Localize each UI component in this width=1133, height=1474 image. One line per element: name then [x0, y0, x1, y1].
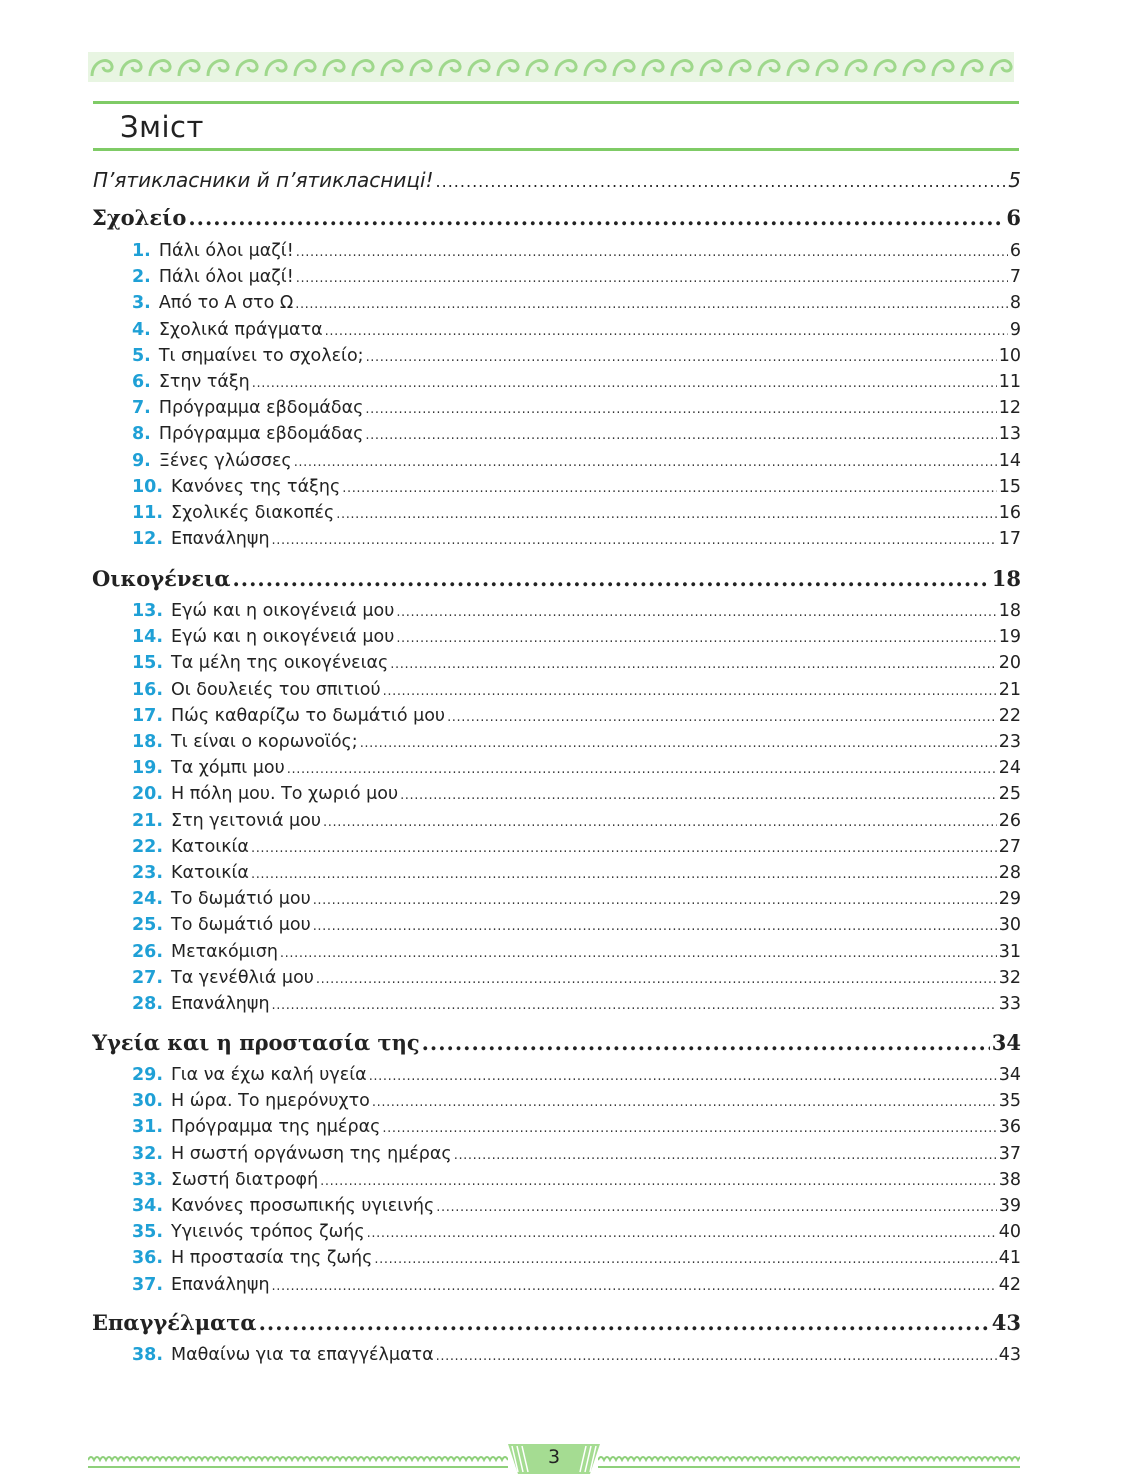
toc-intro-page: 5 [1008, 168, 1021, 192]
toc-item-label: Στην τάξη [158, 372, 250, 392]
toc-item-number: 30. [132, 1091, 164, 1112]
toc-item-row[interactable] [132, 680, 1021, 700]
toc-item-number: 18. [132, 732, 164, 752]
toc-item-page: 35 [998, 1091, 1021, 1112]
toc-section-title: Σχολείο [92, 205, 187, 230]
toc-item-label: Η πόλη μου. Το χωριό μου [171, 784, 399, 805]
toc-item-number: 23. [132, 863, 164, 883]
toc-item-row[interactable] [132, 503, 1021, 523]
dot-leader [436, 1200, 996, 1215]
dot-leader [313, 919, 997, 934]
toc-item-row[interactable] [132, 811, 1021, 831]
toc-item-row[interactable] [132, 994, 1021, 1014]
toc-item-page: 18 [998, 601, 1021, 621]
dot-leader [259, 1310, 990, 1335]
dot-leader [400, 788, 997, 803]
dot-leader [454, 1148, 997, 1163]
dot-leader [367, 1226, 997, 1241]
top-wave-ornament [88, 52, 1014, 82]
toc-item-row[interactable] [132, 320, 1021, 340]
toc-item-number: 34. [132, 1196, 164, 1216]
toc-item-page: 25 [998, 784, 1021, 805]
header-rule-bottom [93, 148, 1019, 151]
toc-item-row[interactable] [132, 732, 1021, 752]
footer-rule-left [88, 1466, 508, 1468]
toc-item-label: Τα χόμπι μου [171, 758, 285, 779]
toc-item-label: Σωστή διατροφή [171, 1169, 319, 1190]
toc-item-label: Για να έχω καλή υγεία [171, 1065, 367, 1085]
toc-item-label: Σχολικές διακοπές [171, 503, 335, 523]
toc-item-page: 38 [998, 1169, 1021, 1190]
toc-item-page: 14 [998, 450, 1021, 471]
toc-item-number: 28. [132, 994, 164, 1014]
toc-item-page: 19 [998, 627, 1021, 648]
toc-item-number: 25. [132, 915, 164, 936]
toc-item-row[interactable] [132, 293, 1021, 313]
toc-item-label: Επανάληψη [171, 994, 270, 1014]
toc-item-page: 6 [1009, 241, 1021, 261]
dot-leader [382, 1121, 996, 1136]
dot-leader [280, 946, 997, 961]
toc-item-page: 36 [998, 1117, 1021, 1138]
toc-item-row[interactable] [132, 346, 1021, 366]
toc-item-label: Κατοικία [171, 836, 249, 857]
toc-section-page: 6 [1006, 205, 1021, 230]
toc-item-number: 26. [132, 941, 164, 962]
toc-item-number: 5. [132, 345, 151, 366]
toc-item-page: 42 [998, 1274, 1021, 1295]
toc-item-label: Κανόνες προσωπικής υγιεινής [171, 1196, 435, 1216]
toc-item-number: 14. [132, 627, 164, 648]
toc-section-row[interactable] [92, 205, 1021, 230]
toc-item-row[interactable] [132, 424, 1021, 444]
toc-item-label: Οι δουλειές του σπιτιού [171, 679, 381, 700]
toc-item-row[interactable] [132, 1222, 1021, 1242]
toc-section-row[interactable] [92, 566, 1021, 591]
toc-item-label: Ξένες γλώσσες [158, 450, 292, 471]
toc-section-page: 34 [991, 1030, 1021, 1055]
toc-item-page: 24 [998, 758, 1021, 779]
toc-item-number: 31. [132, 1117, 164, 1138]
toc-item-row[interactable] [132, 372, 1021, 392]
toc-item-row[interactable] [132, 529, 1021, 549]
toc-item-row[interactable] [132, 784, 1021, 804]
toc-item-row[interactable] [132, 758, 1021, 778]
toc-item-row[interactable] [132, 267, 1021, 287]
toc-item-page: 7 [1009, 267, 1021, 288]
toc-item-number: 37. [132, 1274, 164, 1295]
toc-item-label: Πάλι όλοι μαζί! [158, 267, 294, 288]
header-rule-top [93, 101, 1019, 104]
toc-item-page: 11 [998, 372, 1021, 392]
dot-leader [447, 710, 997, 725]
toc-section-page: 43 [991, 1310, 1021, 1335]
dot-leader [296, 245, 1008, 260]
toc-item-label: Επανάληψη [171, 529, 270, 550]
toc-item-page: 9 [1009, 319, 1021, 340]
footer-wave-right [598, 1454, 1020, 1464]
dot-leader [422, 1030, 990, 1055]
toc-item-row[interactable] [132, 863, 1021, 883]
toc-item-number: 8. [132, 424, 151, 445]
toc-item-row[interactable] [132, 241, 1021, 261]
toc-item-label: Κατοικία [171, 863, 249, 883]
toc-item-page: 30 [998, 915, 1021, 936]
toc-item-page: 27 [998, 836, 1021, 857]
toc-item-page: 13 [998, 424, 1021, 445]
toc-item-row[interactable] [132, 706, 1021, 726]
toc-item-number: 32. [132, 1143, 164, 1164]
toc-item-label: Πρόγραμμα εβδομάδας [158, 424, 364, 445]
toc-item-number: 38. [132, 1345, 164, 1365]
toc-section-page: 18 [991, 566, 1021, 591]
toc-item-number: 3. [132, 293, 151, 314]
footer-wave-left [88, 1454, 508, 1464]
dot-leader [272, 533, 997, 548]
toc-item-page: 37 [998, 1143, 1021, 1164]
toc-item-number: 27. [132, 967, 164, 988]
toc-item-row[interactable] [132, 889, 1021, 909]
dot-leader [369, 1069, 997, 1084]
toc-item-row[interactable] [132, 398, 1021, 418]
toc-item-number: 36. [132, 1248, 164, 1269]
dot-leader [323, 815, 997, 830]
toc-item-row[interactable] [132, 968, 1021, 988]
dot-leader [313, 893, 997, 908]
toc-item-label: Πρόγραμμα της ημέρας [171, 1117, 381, 1138]
footer-rule-right [598, 1466, 1020, 1468]
toc-intro-label: П’ятикласники й п’ятикласниці! [93, 168, 434, 192]
toc-item-row[interactable] [132, 1248, 1021, 1268]
toc-section-title: Υγεία και η προστασία της [92, 1030, 420, 1055]
toc-item-label: Εγώ και η οικογένειά μου [171, 627, 395, 648]
toc-section-title: Οικογένεια [92, 566, 231, 591]
dot-leader [390, 657, 996, 672]
toc-item-label: Μετακόμιση [171, 941, 278, 962]
toc-item-page: 28 [998, 863, 1021, 883]
page-title: Зміст [120, 110, 204, 144]
page-number: 3 [547, 1446, 561, 1468]
toc-item-row[interactable] [132, 1117, 1021, 1137]
toc-item-row[interactable] [132, 627, 1021, 647]
toc-item-number: 29. [132, 1065, 164, 1085]
toc-item-label: Το δωμάτιό μου [171, 915, 311, 936]
dot-leader [360, 736, 997, 751]
toc-item-label: Επανάληψη [171, 1274, 270, 1295]
toc-item-page: 32 [998, 967, 1021, 988]
dot-leader [365, 428, 996, 443]
toc-item-number: 22. [132, 836, 164, 857]
dot-leader [325, 324, 1008, 339]
toc-item-row[interactable] [132, 1065, 1021, 1085]
dot-leader [251, 841, 997, 856]
toc-item-number: 12. [132, 529, 164, 550]
toc-item-label: Κανόνες της τάξης [171, 476, 341, 497]
toc-item-label: Στη γειτονιά μου [171, 810, 322, 831]
toc-item-number: 2. [132, 267, 151, 288]
toc-item-page: 41 [998, 1248, 1021, 1269]
toc-item-number: 10. [132, 476, 164, 497]
toc-item-page: 21 [998, 679, 1021, 700]
dot-leader [336, 507, 996, 522]
dot-leader [188, 205, 1004, 230]
toc-item-page: 33 [998, 994, 1021, 1014]
dot-leader [272, 1279, 997, 1294]
dot-leader [316, 972, 997, 987]
toc-item-row[interactable] [132, 915, 1021, 935]
toc-item-row[interactable] [132, 1345, 1021, 1365]
toc-item-label: Τι είναι ο κορωνοϊός; [171, 732, 358, 752]
toc-item-number: 16. [132, 679, 164, 700]
toc-item-number: 21. [132, 810, 164, 831]
toc-item-page: 23 [998, 732, 1021, 752]
toc-item-row[interactable] [132, 942, 1021, 962]
toc-item-number: 15. [132, 653, 164, 674]
toc-item-number: 6. [132, 372, 151, 392]
dot-leader [287, 762, 997, 777]
toc-item-page: 17 [998, 529, 1021, 550]
toc-item-label: Τι σημαίνει το σχολείο; [158, 345, 364, 366]
toc-item-number: 7. [132, 398, 151, 419]
toc-item-label: Από το Α στο Ω [158, 293, 294, 314]
dot-leader [252, 376, 997, 391]
toc-item-number: 24. [132, 889, 164, 910]
toc-item-row[interactable] [132, 1196, 1021, 1216]
toc-item-page: 29 [998, 889, 1021, 910]
dot-leader [374, 1252, 996, 1267]
toc-item-row[interactable] [132, 1091, 1021, 1111]
toc-item-number: 1. [132, 241, 151, 261]
toc-item-page: 22 [998, 705, 1021, 726]
dot-leader [436, 1349, 997, 1364]
toc-item-label: Η προστασία της ζωής [171, 1248, 373, 1269]
toc-item-label: Πώς καθαρίζω το δωμάτιό μου [171, 705, 446, 726]
toc-item-page: 40 [998, 1222, 1021, 1243]
dot-leader [233, 566, 990, 591]
dot-leader [342, 481, 996, 496]
toc-item-row[interactable] [132, 837, 1021, 857]
toc-item-row[interactable] [132, 653, 1021, 673]
toc-section-title: Επαγγέλματα [92, 1310, 257, 1335]
toc-item-number: 19. [132, 758, 164, 779]
toc-item-number: 17. [132, 705, 164, 726]
dot-leader [436, 172, 1007, 191]
toc-item-label: Η ώρα. Το ημερόνυχτο [171, 1091, 370, 1112]
toc-item-label: Τα μέλη της οικογένειας [171, 653, 389, 674]
dot-leader [320, 1174, 997, 1189]
dot-leader [372, 1095, 997, 1110]
dot-leader [296, 271, 1008, 286]
dot-leader [366, 350, 997, 365]
toc-item-number: 35. [132, 1222, 164, 1243]
toc-item-row[interactable] [132, 601, 1021, 621]
toc-item-page: 10 [998, 345, 1021, 366]
toc-item-page: 31 [998, 941, 1021, 962]
toc-item-page: 12 [998, 398, 1021, 419]
toc-item-page: 26 [998, 810, 1021, 831]
toc-item-page: 8 [1009, 293, 1021, 314]
toc-section-row[interactable] [92, 1310, 1021, 1335]
dot-leader [295, 297, 1008, 312]
toc-item-label: Η σωστή οργάνωση της ημέρας [171, 1143, 452, 1164]
toc-item-row[interactable] [132, 1275, 1021, 1295]
toc-item-page: 15 [998, 476, 1021, 497]
dot-leader [251, 867, 997, 882]
toc-item-row[interactable] [132, 477, 1021, 497]
toc-item-label: Τα γενέθλιά μου [171, 967, 314, 988]
toc-item-number: 33. [132, 1169, 164, 1190]
toc-item-label: Υγιεινός τρόπος ζωής [171, 1222, 365, 1243]
dot-leader [294, 455, 997, 470]
toc-section-row[interactable] [92, 1030, 1021, 1055]
toc-item-number: 20. [132, 784, 164, 805]
toc-item-page: 43 [998, 1345, 1021, 1365]
toc-item-label: Μαθαίνω για τα επαγγέλματα [171, 1345, 434, 1365]
toc-item-label: Σχολικά πράγματα [158, 319, 323, 340]
toc-item-page: 34 [998, 1065, 1021, 1085]
dot-leader [396, 605, 996, 620]
toc-item-page: 20 [998, 653, 1021, 674]
toc-item-label: Το δωμάτιό μου [171, 889, 311, 910]
toc-item-row[interactable] [132, 1170, 1021, 1190]
toc-item-number: 4. [132, 319, 151, 340]
toc-item-label: Πάλι όλοι μαζί! [158, 241, 294, 261]
toc-item-row[interactable] [132, 1144, 1021, 1164]
toc-item-label: Εγώ και η οικογένειά μου [171, 601, 395, 621]
dot-leader [272, 998, 997, 1013]
toc-item-row[interactable] [132, 451, 1021, 471]
dot-leader [396, 631, 996, 646]
toc-item-number: 13. [132, 601, 164, 621]
toc-item-number: 11. [132, 503, 164, 523]
dot-leader [383, 684, 997, 699]
toc-intro-row[interactable] [93, 168, 1021, 192]
dot-leader [365, 402, 996, 417]
toc-item-number: 9. [132, 450, 151, 471]
toc-item-label: Πρόγραμμα εβδομάδας [158, 398, 364, 419]
toc-item-page: 39 [998, 1196, 1021, 1216]
toc-item-page: 16 [998, 503, 1021, 523]
